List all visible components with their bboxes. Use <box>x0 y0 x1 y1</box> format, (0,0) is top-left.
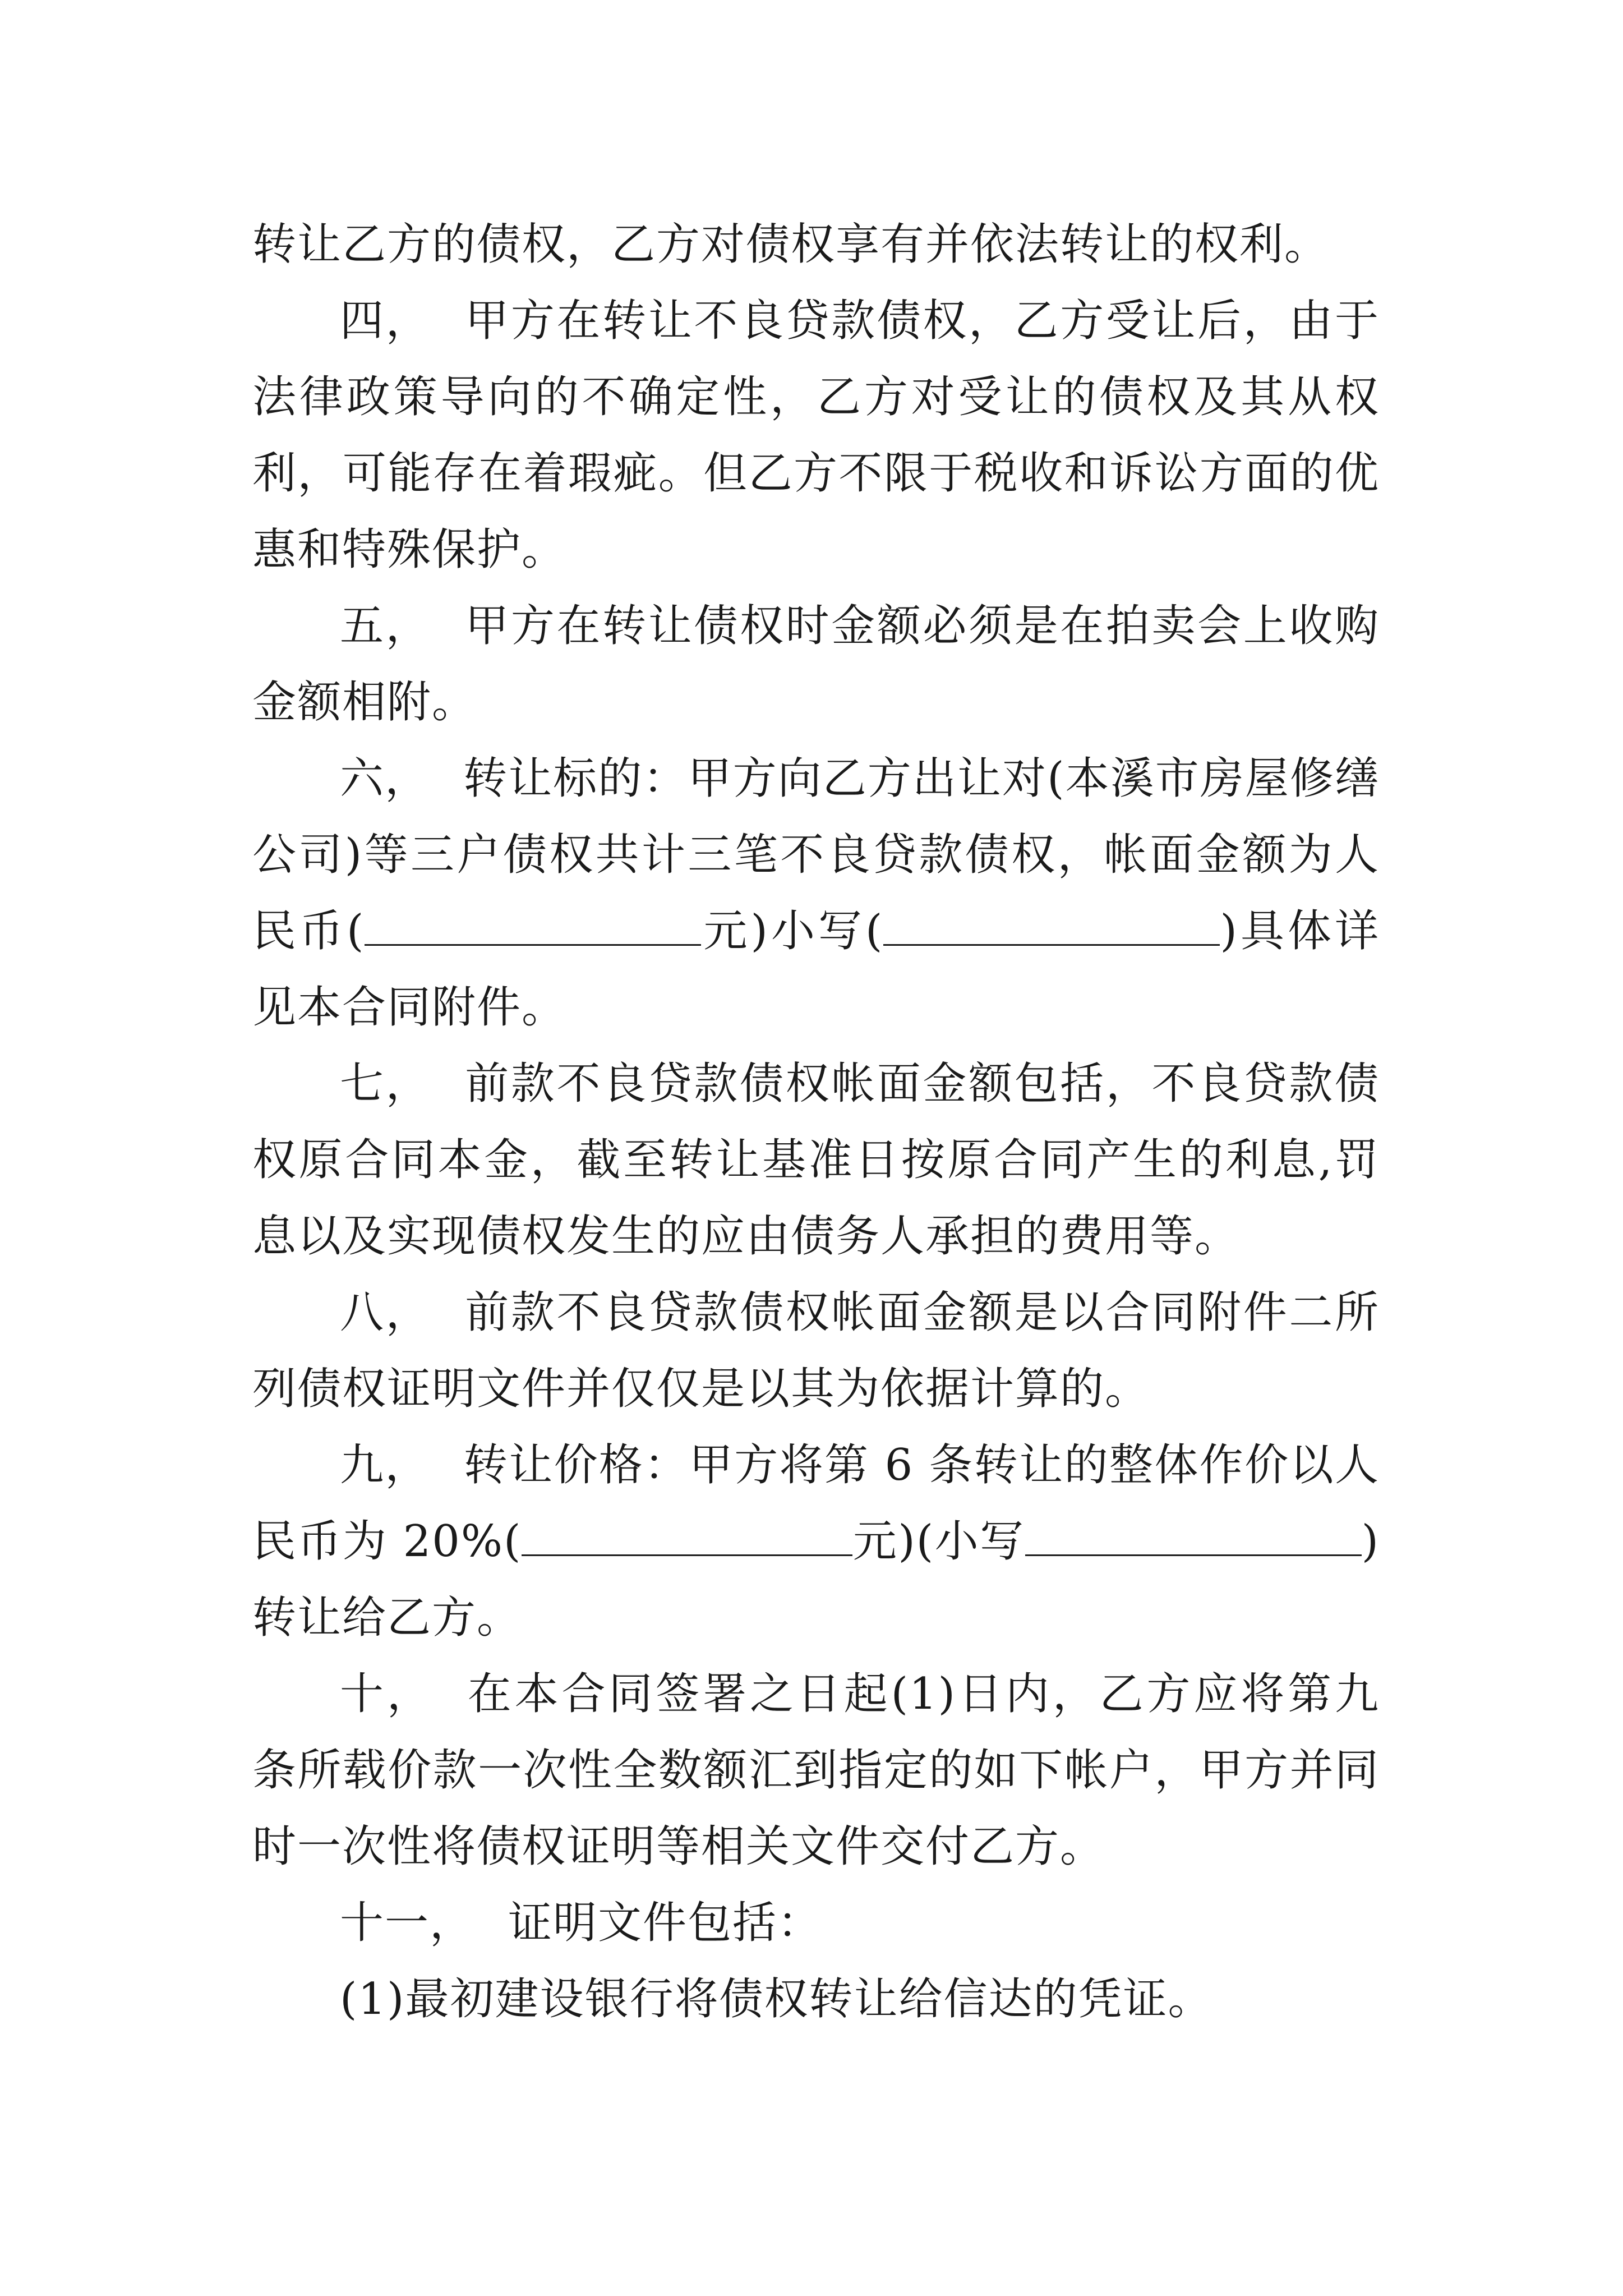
amount-lowercase-blank-field <box>883 904 1220 946</box>
contract-body <box>252 206 1380 2037</box>
clause-text: 甲方在转让债权时金额必须是在拍卖会上收购金额相附。 <box>252 601 1380 728</box>
clause-text: 元)(小写 <box>852 1516 1025 1567</box>
clause-text: 甲方在转让不良贷款债权，乙方受让后，由于法律政策导向的不确定性，乙方对受让的债权及其从权利，可能存在着瑕疵。但乙方不限于税收和诉讼方面的优惠和特殊保护。 <box>252 296 1380 575</box>
clause-number: 六， <box>340 753 430 804</box>
clause-9 <box>252 1427 1380 1656</box>
amount-blank-field <box>365 904 701 946</box>
clause-7 <box>252 1046 1380 1274</box>
clause-text: )转让给乙方。 <box>252 1516 1380 1643</box>
clause-10 <box>252 1656 1380 1885</box>
clause-11 <box>252 1885 1380 1961</box>
paragraph-text: 转让乙方的债权，乙方对债权享有并依法转让的权利。 <box>252 219 1330 270</box>
clause-text: 证明文件包括： <box>508 1898 823 1948</box>
clause-6 <box>252 740 1380 1046</box>
clause-text: )具体详见本合同附件。 <box>252 906 1380 1033</box>
clause-number: 十一， <box>340 1898 475 1948</box>
paragraph-continued <box>252 206 1380 283</box>
list-item-text: (1)最初建设银行将债权转让给信达的凭证。 <box>340 1974 1213 2024</box>
clause-number: 五， <box>340 601 432 651</box>
clause-5 <box>252 588 1380 740</box>
clause-text: 前款不良贷款债权帐面金额是以合同附件二所列债权证明文件并仅仅是以其为依据计算的。 <box>252 1287 1380 1414</box>
clause-number: 四， <box>340 296 432 346</box>
clause-number: 十， <box>340 1669 434 1719</box>
clause-number: 七， <box>340 1059 432 1109</box>
clause-text: 前款不良贷款债权帐面金额包括，不良贷款债权原合同本金，截至转让基准日按原合同产生的利息,罚息以及实现债权发生的应由债务人承担的费用等。 <box>252 1059 1380 1262</box>
clause-11-item-1 <box>252 1961 1380 2037</box>
clause-number: 九， <box>340 1440 430 1490</box>
clause-8 <box>252 1274 1380 1427</box>
clause-text: 元)小写( <box>701 906 884 956</box>
clause-text: 转让价格：甲方将第 6 条转让的整体作价以人民币为 20%( <box>252 1440 1380 1567</box>
clause-4 <box>252 283 1380 588</box>
price-lowercase-blank-field <box>1025 1514 1362 1556</box>
clause-text: 转让标的：甲方向乙方出让对(本溪市房屋修缮公司)等三户债权共计三笔不良贷款债权，帐面金额为人民币( <box>252 753 1380 956</box>
price-blank-field <box>522 1514 852 1556</box>
clause-number: 八， <box>340 1287 432 1338</box>
clause-text: 在本合同签署之日起(1)日内，乙方应将第九条所载价款一次性全数额汇到指定的如下帐户，甲方并同时一次性将债权证明等相关文件交付乙方。 <box>252 1669 1380 1872</box>
